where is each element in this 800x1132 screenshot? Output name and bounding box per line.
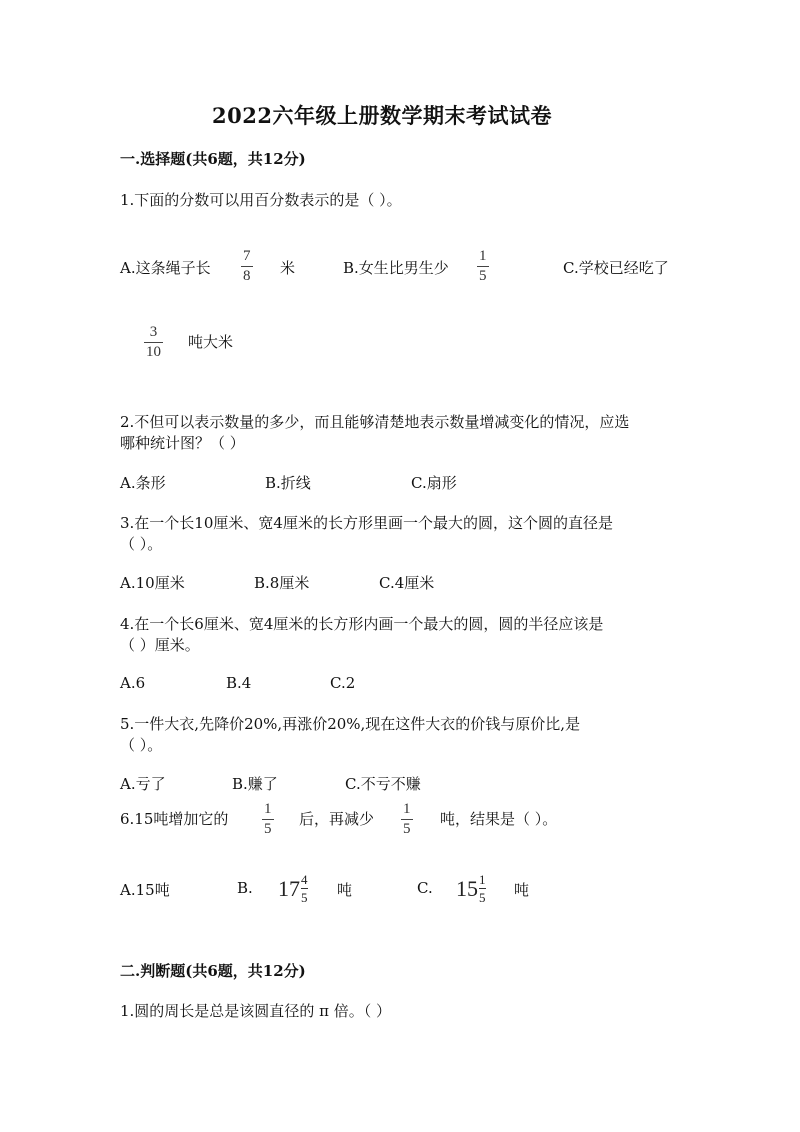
question-4-line-1: 4.在一个长6厘米、宽4厘米的长方形内画一个最大的圆，圆的半径应该是	[120, 615, 604, 633]
q6-option-b-label: B.	[237, 879, 253, 897]
fraction-numerator: 1	[403, 801, 411, 817]
fraction-numerator: 1	[264, 801, 272, 817]
q1-option-c-fraction	[144, 325, 163, 360]
q1-option-b-label: B.女生比男生少	[343, 259, 449, 277]
question-6-text-start: 6.15吨增加它的	[120, 810, 229, 828]
question-1-text: 1.下面的分数可以用百分数表示的是（ ）。	[120, 191, 402, 209]
question-5-line-2: （ ）。	[120, 736, 163, 754]
question-2-line-2: 哪种统计图？（ ）	[120, 434, 245, 452]
q6-option-c-mixed-number	[456, 873, 486, 904]
q5-option-c: C.不亏不赚	[345, 775, 421, 793]
q6-fraction-2	[401, 802, 413, 837]
question-6-text-middle: 后，再减少	[299, 810, 375, 828]
q2-option-a: A.条形	[120, 474, 166, 492]
q4-option-b: B.4	[226, 674, 252, 692]
judgement-question-1: 1.圆的周长是总是该圆直径的 π 倍。（ ）	[120, 1002, 391, 1020]
question-5-line-1: 5.一件大衣,先降价20%,再涨价20%,现在这件大衣的价钱与原价比,是	[120, 715, 581, 733]
fraction-denominator: 5	[479, 890, 486, 905]
page-title: 2022六年级上册数学期末考试试卷	[212, 103, 552, 128]
q6-fraction-1	[262, 802, 274, 837]
q4-option-a: A.6	[120, 674, 146, 692]
q6-option-a: A.15吨	[120, 881, 170, 899]
q1-option-a-label: A.这条绳子长	[120, 259, 211, 277]
q3-option-c: C.4厘米	[379, 574, 435, 592]
q5-option-a: A.亏了	[120, 775, 166, 793]
q3-option-a: A.10厘米	[120, 574, 185, 592]
q1-option-a-unit: 米	[280, 259, 296, 277]
fraction-numerator: 3	[149, 324, 158, 340]
question-3-line-2: （ ）。	[120, 535, 163, 553]
fraction-numerator: 7	[243, 248, 251, 264]
fraction-denominator: 10	[146, 344, 161, 360]
q1-option-a-fraction	[241, 249, 253, 284]
q2-option-b: B.折线	[265, 474, 311, 492]
q1-option-c-label: C.学校已经吃了	[563, 259, 669, 277]
fraction-numerator: 4	[301, 872, 308, 887]
question-4-line-2: （ ）厘米。	[120, 636, 200, 654]
fraction-numerator: 1	[479, 248, 487, 264]
q5-option-b: B.赚了	[232, 775, 278, 793]
question-3-line-1: 3.在一个长10厘米、宽4厘米的长方形里画一个最大的圆，这个圆的直径是	[120, 514, 613, 532]
q4-option-c: C.2	[330, 674, 356, 692]
question-2-line-1: 2.不但可以表示数量的多少，而且能够清楚地表示数量增减变化的情况，应选	[120, 413, 630, 431]
fraction-bar	[479, 888, 486, 889]
q6-option-b-unit: 吨	[337, 881, 353, 899]
section-heading-judgement: 二.判断题(共6题，共12分)	[120, 962, 306, 980]
q3-option-b: B.8厘米	[254, 574, 310, 592]
q6-option-c-label: C.	[417, 879, 433, 897]
mixed-whole: 17	[278, 875, 300, 901]
fraction-numerator: 1	[479, 872, 486, 887]
q6-option-b-mixed-number	[278, 873, 308, 904]
fraction-denominator: 5	[264, 821, 272, 837]
fraction-denominator: 5	[479, 268, 487, 284]
fraction-denominator: 5	[301, 890, 308, 905]
mixed-fraction	[301, 873, 308, 904]
q1-option-c-unit: 吨大米	[188, 333, 234, 351]
fraction-denominator: 5	[403, 821, 411, 837]
mixed-whole: 15	[456, 875, 478, 901]
fraction-denominator: 8	[243, 268, 251, 284]
fraction-bar	[301, 888, 308, 889]
mixed-fraction	[479, 873, 486, 904]
q6-option-c-unit: 吨	[514, 881, 530, 899]
question-6-text-end: 吨，结果是（ ）。	[440, 810, 558, 828]
q2-option-c: C.扇形	[411, 474, 457, 492]
section-heading-choice: 一.选择题(共6题，共12分)	[120, 150, 306, 168]
q1-option-b-fraction	[477, 249, 489, 284]
